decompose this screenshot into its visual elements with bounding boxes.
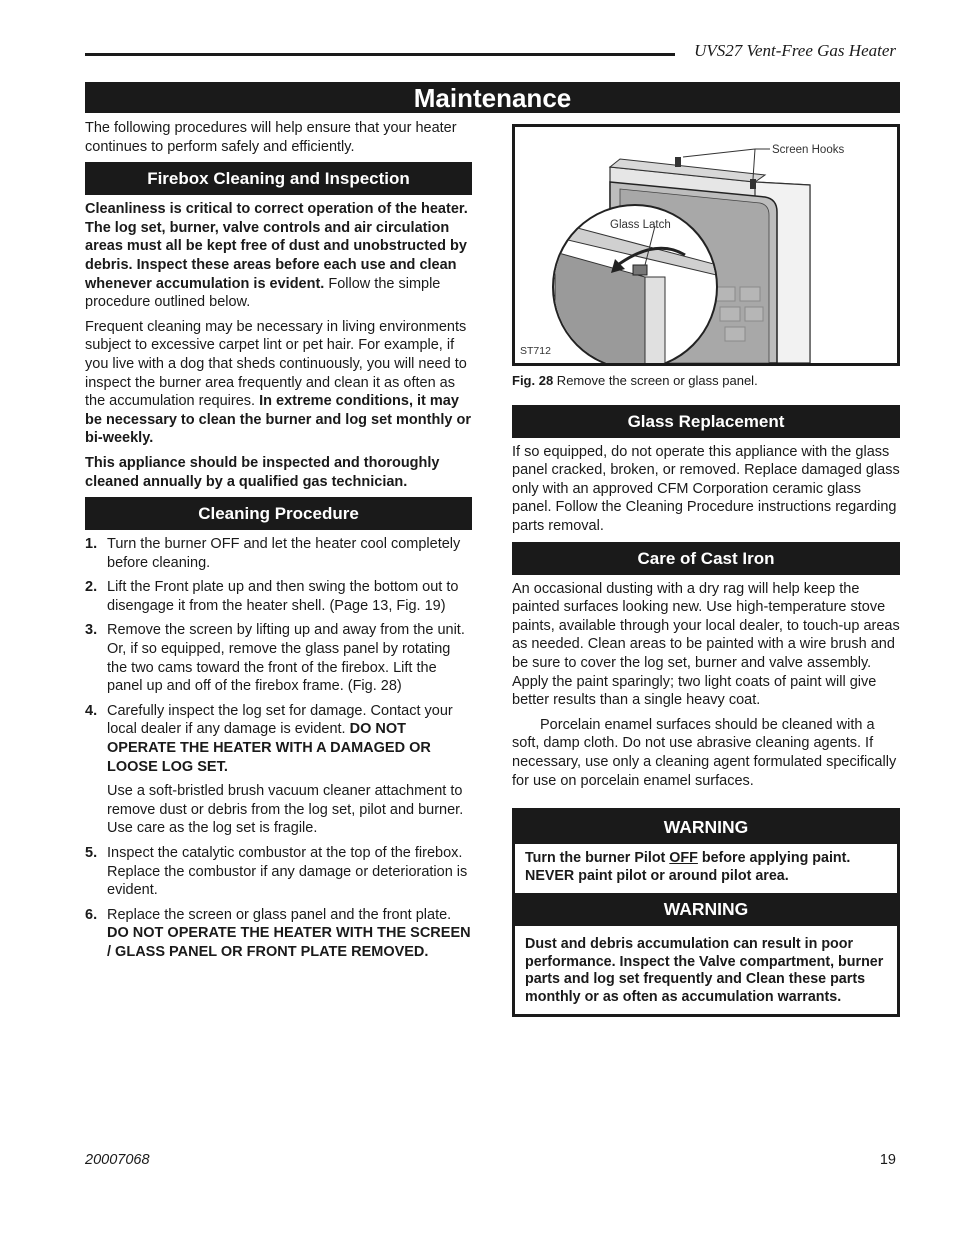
procedure-step-5 [85, 844, 472, 900]
heater-illustration [515, 127, 897, 363]
procedure-step-4 [85, 702, 472, 776]
warning-heading-1: WARNING [515, 811, 897, 844]
step-number: 6. [85, 906, 98, 923]
cast-iron-paragraph-2: Porcelain enamel surfaces should be cleaned with a soft, damp cloth. Do not use abrasive cleaning agents. If necessary, use only a cleaning agent formulated specifically for use on porcelain enamel surfaces. [512, 716, 897, 789]
section-heading-firebox: Firebox Cleaning and Inspection [85, 162, 472, 195]
step-text: Turn the burner OFF and let the heater cool completely before cleaning. [107, 536, 461, 571]
intro-paragraph: The following procedures will help ensure that your heater continues to perform safely and efficiently. [85, 120, 457, 155]
header-rule [85, 53, 675, 56]
firebox-p1-bold: Cleanliness is critical to correct operation of the heater. The log set, burner, valve controls and air circulation areas must all be kept free of dust and unobstructed by debris. Inspect these areas before each use and clean whenever accumulation is evident. [85, 201, 468, 292]
step-number: 4. [85, 702, 98, 719]
step-text: Remove the screen by lifting up and away from the unit. Or, if so equipped, remove the glass panel by rotating the two cams toward the front of the firebox. Lift the panel up and off of the firebox frame. (Fig. 28) [107, 622, 465, 695]
warning-text-1 [515, 844, 897, 893]
section-heading-cleaning-procedure: Cleaning Procedure [85, 497, 472, 530]
document-number: 20007068 [85, 1152, 150, 1168]
warning-box [512, 808, 900, 1017]
figure-code: ST712 [520, 345, 551, 357]
step-warning-text: DO NOT OPERATE THE HEATER WITH A DAMAGED OR LOOSE LOG SET. [107, 721, 431, 775]
page-title: Maintenance [85, 82, 900, 113]
firebox-p2-text: Frequent cleaning may be necessary in living environments subject to excessive carpet lint or pet hair. For example, if you live with a dog that sheds continuously, you will need to inspect the burner area frequently and clean it as often as the accumulation requires. [85, 318, 467, 410]
firebox-paragraph-1 [85, 200, 472, 312]
procedure-step-4-continued: Use a soft-bristled brush vacuum cleaner attachment to remove dust or debris from the log set, pilot and burner. Use care as the log set is fragile. [107, 783, 464, 837]
right-column [512, 119, 900, 1017]
cast-iron-paragraph-1: An occasional dusting with a dry rag will help keep the painted surfaces looking new. Use high-temperature stove paints, available through your local dealer, to touch-up areas as needed. Clean areas to be painted with a wire brush and be sure to cover the log set, burner and valve assembly. Apply the paint sparingly; two light coats of paint will give better results than a single heavy coat. [512, 580, 900, 709]
procedure-step-1 [85, 535, 472, 572]
warning-1-off: OFF [669, 850, 698, 867]
step-text: Inspect the catalytic combustor at the top of the firebox. Replace the combustor if any damage or deterioration is evident. [107, 845, 468, 899]
figure-caption [512, 372, 900, 391]
procedure-steps [85, 535, 472, 961]
procedure-step-6 [85, 906, 472, 962]
warning-1-part-b: before applying paint. NEVER paint pilot or around pilot area. [525, 850, 851, 884]
firebox-paragraph-2 [85, 318, 472, 448]
warning-text-2: Dust and debris accumulation can result in poor performance. Inspect the Valve compartment, burner parts and log set frequently and Clean these parts monthly or as often as accumulation warrants. [525, 936, 884, 1005]
step-number: 2. [85, 579, 98, 596]
step-text: Lift the Front plate up and then swing the bottom out to disengage it from the heater shell. (Page 13, Fig. 19) [107, 579, 459, 614]
document-title: UVS27 Vent-Free Gas Heater [694, 41, 896, 60]
figure-screen-removal [512, 124, 900, 366]
page-number: 19 [879, 1152, 896, 1168]
warning-1-part-a: Turn the burner Pilot [525, 850, 670, 867]
step-number: 1. [85, 536, 98, 553]
section-heading-cast-iron: Care of Cast Iron [512, 542, 900, 575]
procedure-step-3 [85, 621, 472, 695]
firebox-p1-rest: Follow the simple procedure outlined below. [85, 275, 441, 311]
glass-paragraph: If so equipped, do not operate this appliance with the glass panel cracked, broken, or removed. Replace damaged glass only with an approved CFM Corporation ceramic glass panel. Follow the Cleaning Procedure instructions regarding parts removal. [512, 443, 900, 534]
step-warning-text: DO NOT OPERATE THE HEATER WITH THE SCREEN / GLASS PANEL OR FRONT PLATE REMOVED. [107, 925, 471, 960]
step-number: 5. [85, 845, 98, 861]
figure-number: Fig. 28 [512, 373, 554, 388]
step-number: 3. [85, 622, 98, 639]
label-screen-hooks: Screen Hooks [772, 144, 845, 156]
firebox-p3-bold: This appliance should be inspected and thoroughly cleaned annually by a qualified gas technician. [85, 454, 440, 490]
firebox-paragraph-3 [85, 454, 472, 491]
step-text: Carefully inspect the log set for damage. Contact your local dealer if any damage is evident. [107, 702, 453, 738]
figure-caption-text: Remove the screen or glass panel. [553, 373, 758, 388]
step-text: Replace the screen or glass panel and the front plate. [107, 906, 452, 923]
procedure-step-2 [85, 578, 472, 615]
warning-heading-2: WARNING [515, 893, 897, 926]
label-glass-latch: Glass Latch [610, 219, 671, 231]
firebox-p2-bold: In extreme conditions, it may be necessary to clean the burner and log set monthly or bi-weekly. [85, 393, 471, 447]
section-heading-glass-replacement: Glass Replacement [512, 405, 900, 438]
left-column [85, 119, 472, 968]
